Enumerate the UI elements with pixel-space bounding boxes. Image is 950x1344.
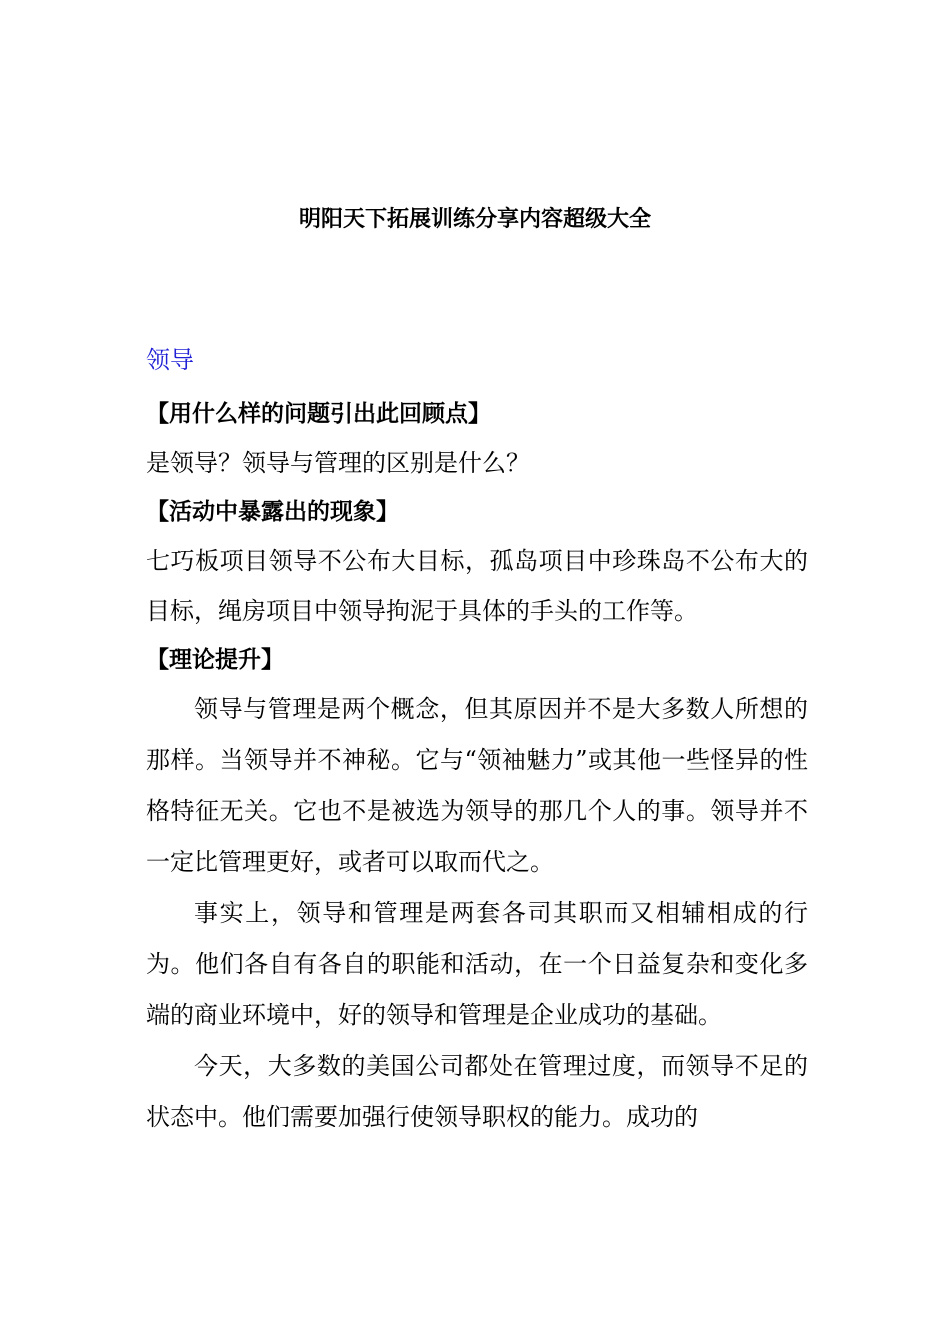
section-heading: 领导 (146, 346, 194, 374)
document-title: 明阳天下拓展训练分享内容超级大全 (298, 207, 651, 232)
theory-paragraph-2: 事实上，领导和管理是两套各司其职而又相辅相成的行为。他们各自有各自的职能和活动，在一个日益复杂和变化多端的商业环境中，好的领导和管理是企业成功的基础。 (146, 899, 808, 1029)
document-body (146, 342, 808, 1143)
theory-paragraph-3: 今天，大多数的美国公司都处在管理过度，而领导不足的状态中。他们需要加强行使领导职权的能力。成功的 (146, 1052, 808, 1131)
question-heading: 【用什么样的问题引出此回顾点】 (146, 401, 491, 427)
theory-paragraph-1: 领导与管理是两个概念，但其原因并不是大多数人所想的那样。当领导并不神秘。它与“领袖魅力”或其他一些怪异的性格特征无关。它也不是被选为领导的那几个人的事。领导并不一定比管理更好，或者可以取而代之。 (146, 695, 808, 876)
question-text: 是领导？领导与管理的区别是什么？ (146, 449, 530, 477)
phenomena-text: 七巧板项目领导不公布大目标，孤岛项目中珍珠岛不公布大的目标，绳房项目中领导拘泥于具体的手头的工作等。 (146, 547, 808, 625)
phenomena-heading: 【活动中暴露出的现象】 (146, 499, 399, 525)
theory-heading: 【理论提升】 (146, 647, 284, 673)
